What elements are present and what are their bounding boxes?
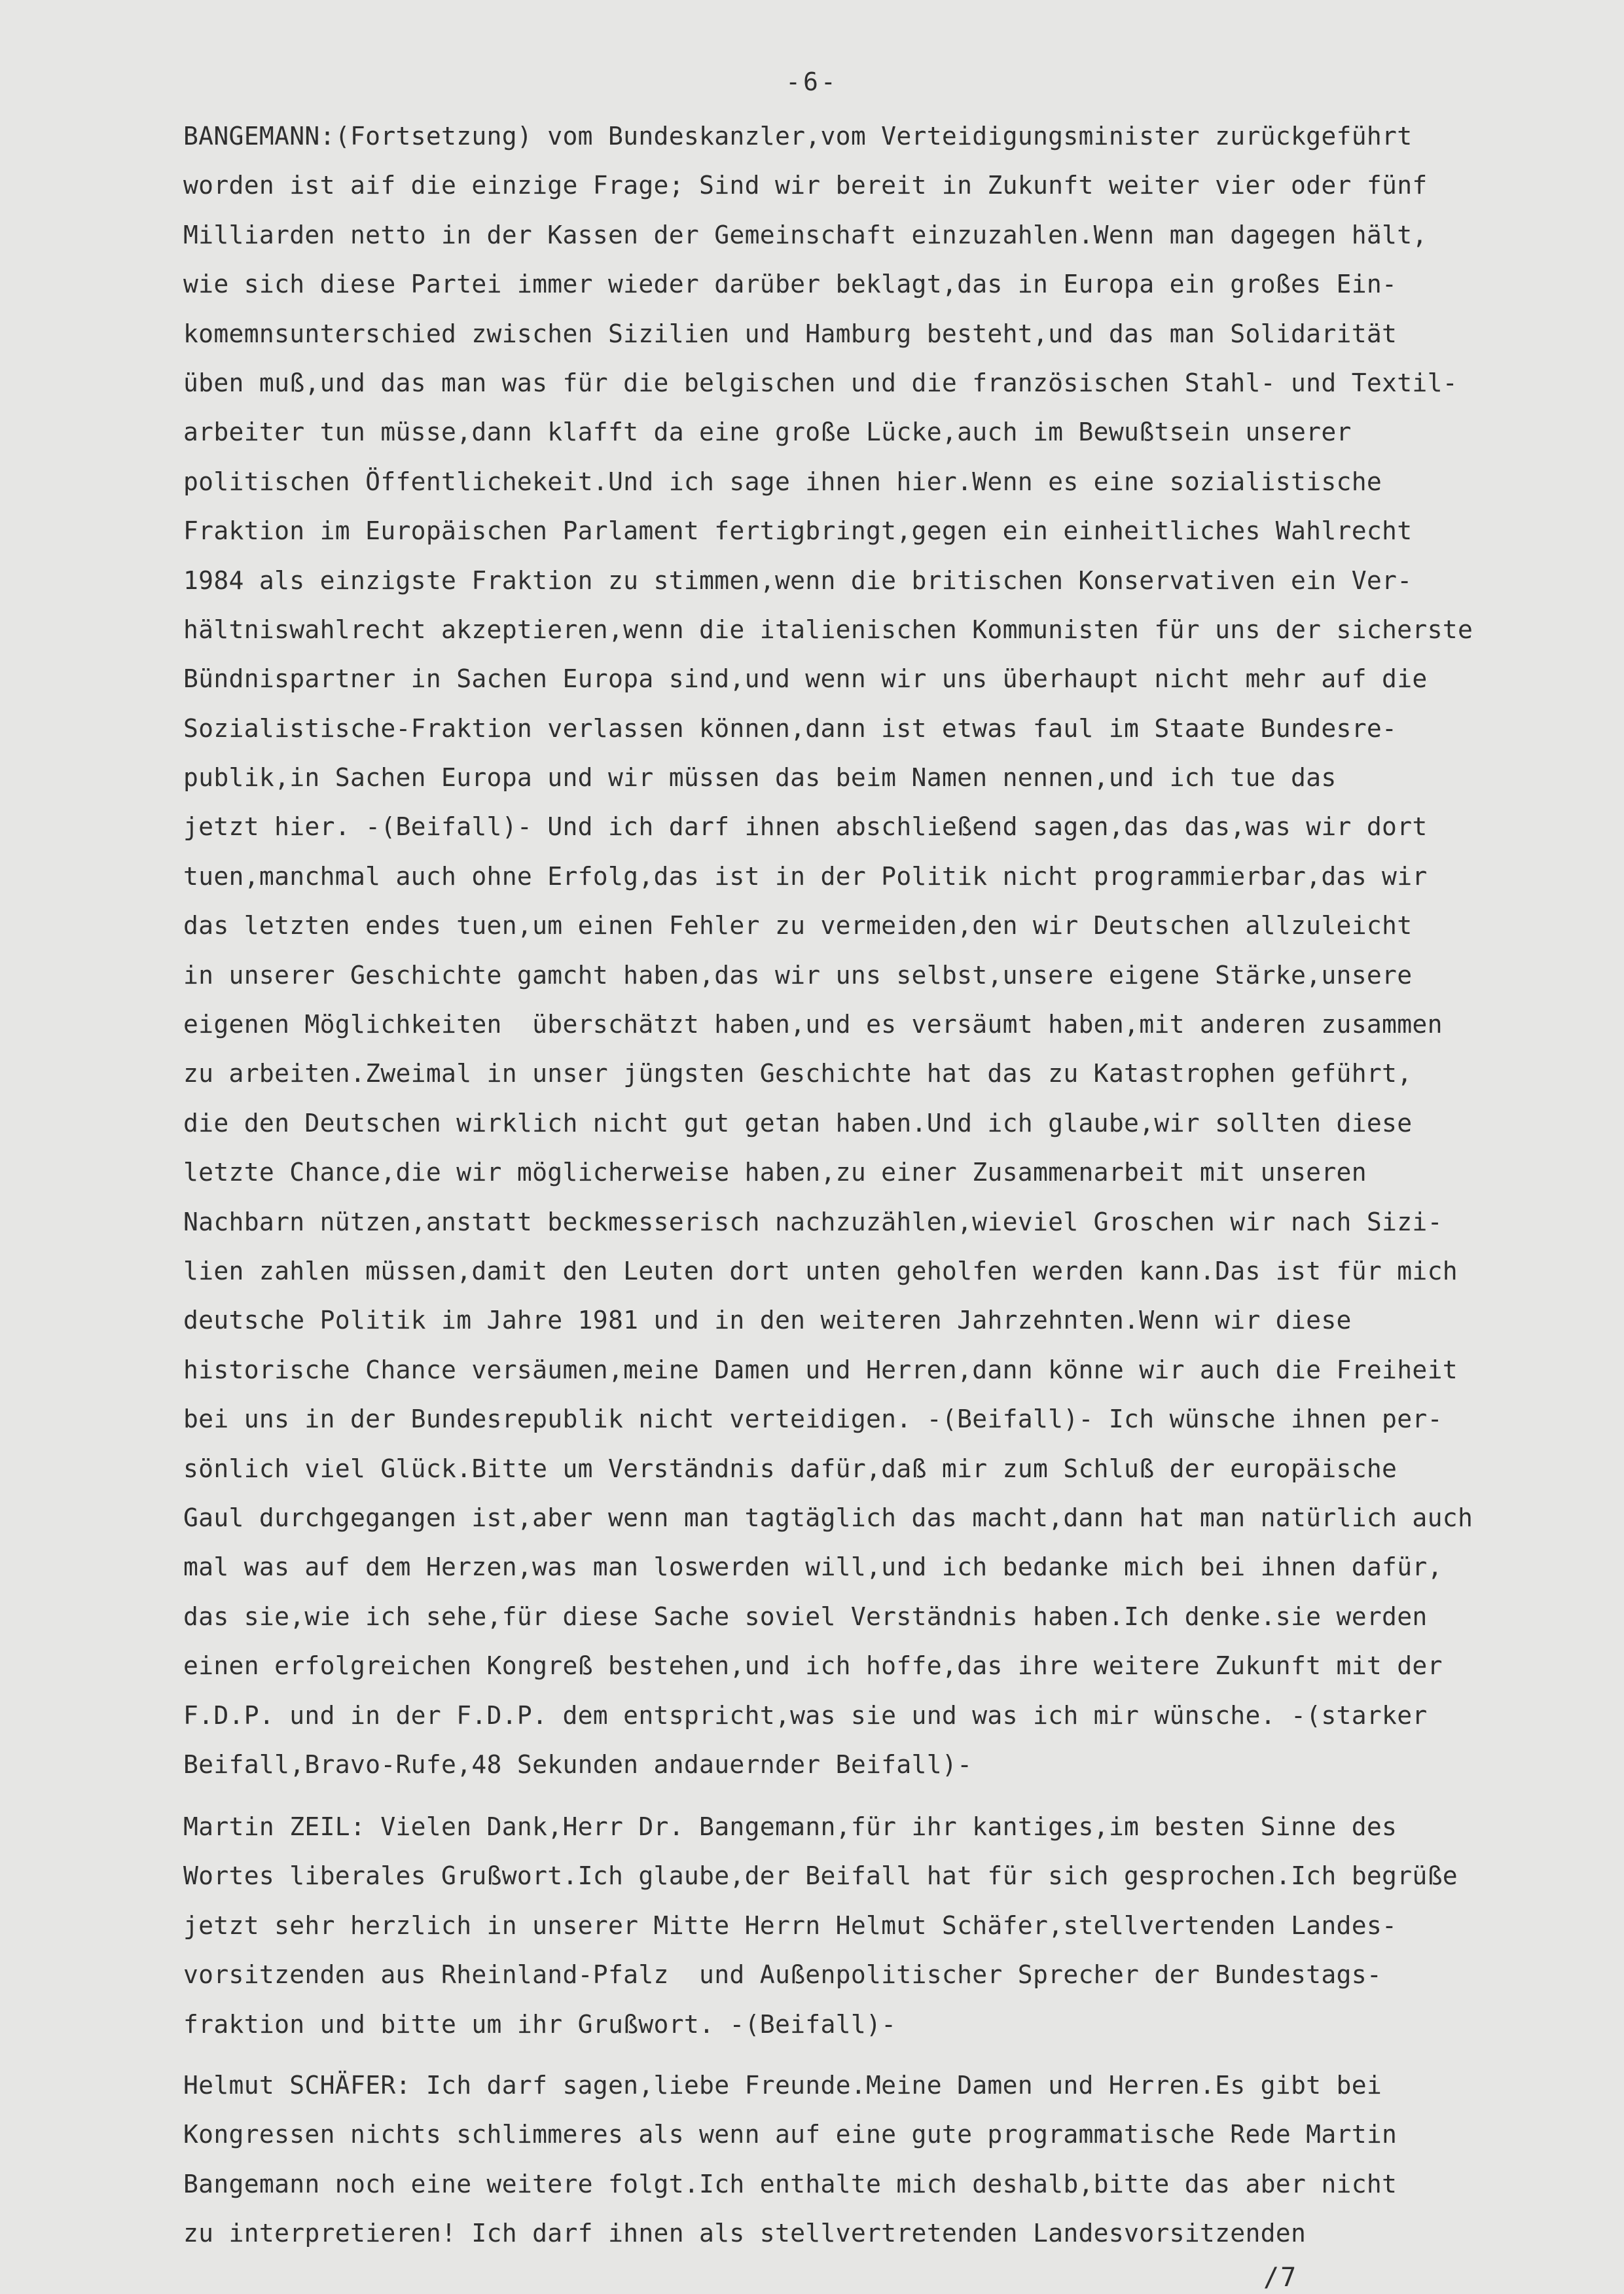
text-line: Wortes liberales Grußwort.Ich glaube,der Beifall hat für sich gesprochen.Ich begrüße <box>183 1861 1458 1891</box>
text-line: Nachbarn nützen,anstatt beckmesserisch nachzuzählen,wieviel Groschen wir nach Sizi- <box>183 1207 1443 1236</box>
text-line: F.D.P. und in der F.D.P. dem entspricht,was sie und was ich mir wünsche. -(starker <box>183 1700 1428 1730</box>
text-line: einen erfolgreichen Kongreß bestehen,und ich hoffe,das ihre weitere Zukunft mit der <box>183 1651 1443 1681</box>
text-line: worden ist aif die einzige Frage; Sind wir bereit in Zukunft weiter vier oder fünf <box>183 171 1428 200</box>
text-line: arbeiter tun müsse,dann klafft da eine große Lücke,auch im Bewußtsein unserer <box>183 418 1352 447</box>
text-line: vorsitzenden aus Rheinland-Pfalz und Außenpolitischer Sprecher der Bundestags- <box>183 1960 1382 1990</box>
text-line: Sozialistische-Fraktion verlassen können,dann ist etwas faul im Staate Bundesre- <box>183 713 1398 743</box>
text-line: Bangemann noch eine weitere folgt.Ich enthalte mich deshalb,bitte das aber nicht <box>183 2169 1398 2198</box>
text-line: Martin ZEIL: Vielen Dank,Herr Dr. Bangemann,für ihr kantiges,im besten Sinne des <box>183 1812 1398 1841</box>
text-line: das sie,wie ich sehe,für diese Sache soviel Verständnis haben.Ich denke.sie werden <box>183 1602 1428 1631</box>
continuation-mark: /7 <box>1263 2263 1298 2293</box>
paragraph-schaefer <box>183 2061 1597 2259</box>
paragraph-bangemann <box>183 112 1597 1789</box>
text-line: hältniswahlrecht akzeptieren,wenn die italienischen Kommunisten für uns der sicherste <box>183 615 1473 644</box>
text-line: politischen Öffentlichekeit.Und ich sage ihnen hier.Wenn es eine sozialistische <box>183 467 1382 496</box>
text-line: historische Chance versäumen,meine Damen und Herren,dann könne wir auch die Freiheit <box>183 1355 1458 1384</box>
text-line: publik,in Sachen Europa und wir müssen das beim Namen nennen,und ich tue das <box>183 763 1337 793</box>
text-line: Kongressen nichts schlimmeres als wenn auf eine gute programmatische Rede Martin <box>183 2120 1398 2149</box>
text-line: deutsche Politik im Jahre 1981 und in den weiteren Jahrzehnten.Wenn wir diese <box>183 1306 1352 1335</box>
text-line: 1984 als einzigste Fraktion zu stimmen,wenn die britischen Konservativen ein Ver- <box>183 565 1413 595</box>
text-line: lien zahlen müssen,damit den Leuten dort unten geholfen werden kann.Das ist für mich <box>183 1256 1458 1285</box>
text-line: zu interpretieren! Ich darf ihnen als stellvertretenden Landesvorsitzenden <box>183 2219 1307 2248</box>
text-line: wie sich diese Partei immer wieder darüber beklagt,das in Europa ein großes Ein- <box>183 270 1398 299</box>
page-number: -6- <box>785 67 839 96</box>
text-line: die den Deutschen wirklich nicht gut getan haben.Und ich glaube,wir sollten diese <box>183 1108 1413 1138</box>
text-line: Gaul durchgegangen ist,aber wenn man tagtäglich das macht,dann hat man natürlich auch <box>183 1503 1473 1532</box>
text-line: fraktion und bitte um ihr Grußwort. -(Beifall)- <box>183 2009 897 2039</box>
text-line: eigenen Möglichkeiten überschätzt haben,und es versäumt haben,mit anderen zusammen <box>183 1010 1443 1039</box>
text-line: sönlich viel Glück.Bitte um Verständnis dafür,daß mir zum Schluß der europäische <box>183 1454 1398 1483</box>
text-line: das letzten endes tuen,um einen Fehler zu vermeiden,den wir Deutschen allzuleicht <box>183 911 1413 941</box>
text-line: Milliarden netto in der Kassen der Gemeinschaft einzuzahlen.Wenn man dagegen hält, <box>183 220 1428 249</box>
text-line: letzte Chance,die wir möglicherweise haben,zu einer Zusammenarbeit mit unseren <box>183 1158 1367 1187</box>
text-line: zu arbeiten.Zweimal in unser jüngsten Geschichte hat das zu Katastrophen geführt, <box>183 1059 1413 1088</box>
text-line: bei uns in der Bundesrepublik nicht verteidigen. -(Beifall)- Ich wünsche ihnen per- <box>183 1405 1443 1434</box>
text-line: BANGEMANN:(Fortsetzung) vom Bundeskanzler,vom Verteidigungsminister zurückgeführt <box>183 122 1413 151</box>
paragraph-zeil <box>183 1802 1597 2049</box>
text-line: tuen,manchmal auch ohne Erfolg,das ist in der Politik nicht programmierbar,das wir <box>183 861 1428 891</box>
text-line: jetzt hier. -(Beifall)- Und ich darf ihnen abschließend sagen,das das,was wir dort <box>183 812 1428 842</box>
text-line: mal was auf dem Herzen,was man loswerden will,und ich bedanke mich bei ihnen dafür, <box>183 1552 1443 1582</box>
text-line: komemnsunterschied zwischen Sizilien und Hamburg besteht,und das man Solidarität <box>183 319 1398 348</box>
text-line: üben muß,und das man was für die belgischen und die französischen Stahl- und Textil- <box>183 368 1458 397</box>
text-line: Fraktion im Europäischen Parlament fertigbringt,gegen ein einheitliches Wahlrecht <box>183 516 1413 546</box>
text-line: Beifall,Bravo-Rufe,48 Sekunden andauernder Beifall)- <box>183 1749 973 1779</box>
text-line: Bündnispartner in Sachen Europa sind,und wenn wir uns überhaupt nicht mehr auf die <box>183 664 1428 694</box>
text-line: Helmut SCHÄFER: Ich darf sagen,liebe Freunde.Meine Damen und Herren.Es gibt bei <box>183 2071 1382 2100</box>
text-line: jetzt sehr herzlich in unserer Mitte Herrn Helmut Schäfer,stellvertenden Landes- <box>183 1910 1398 1940</box>
text-line: in unserer Geschichte gamcht haben,das wir uns selbst,unsere eigene Stärke,unsere <box>183 960 1413 990</box>
